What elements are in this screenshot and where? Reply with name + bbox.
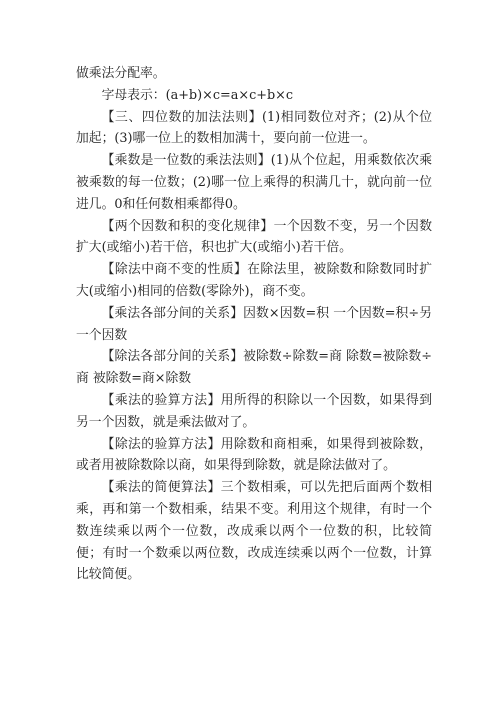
document-page [76, 63, 432, 586]
paragraph-multiplication-check: 【乘法的验算方法】用所得的积除以一个因数，如果得到另一个因数，就是乘法做对了。 [76, 392, 432, 430]
paragraph-division-relations: 【除法各部分间的关系】被除数÷除数=商 除数=被除数÷商 被除数=商×除数 [76, 349, 432, 387]
paragraph-multiplication-relations: 【乘法各部分间的关系】因数×因数=积 一个因数=积÷另一个因数 [76, 305, 432, 343]
paragraph-division-check: 【除法的验算方法】用除数和商相乘，如果得到被除数，或者用被除数除以商，如果得到除数，就是除法做对了。 [76, 436, 432, 474]
paragraph-quotient-invariance: 【除法中商不变的性质】在除法里，被除数和除数同时扩大(或缩小)相同的倍数(零除外)，商不变。 [76, 262, 432, 299]
paragraph-addition-rule: 【三、四位数的加法法则】(1)相同数位对齐；(2)从个位加起；(3)哪一位上的数相加满十，要向前一位进一。 [76, 109, 432, 147]
paragraph-continuation: 做乘法分配率。 [76, 66, 166, 81]
paragraph-formula: 字母表示：(a+b)×c=a×c+b×c [101, 87, 294, 103]
paragraph-factor-product-rule: 【两个因数和积的变化规律】一个因数不变，另一个因数扩大(或缩小)若干倍，积也扩大(或缩小)若干倍。 [76, 218, 432, 256]
paragraph-one-digit-multiplication-rule: 【乘数是一位数的乘法法则】(1)从个位起，用乘数依次乘被乘数的每一位数；(2)哪一位上乘得的积满几十，就向前一位进几。0和任何数相乘都得0。 [76, 153, 432, 212]
paragraph-multiplication-shortcut: 【乘法的简便算法】三个数相乘，可以先把后面两个数相乘，再和第一个数相乘，结果不变。利用这个规律，有时一个数连续乘以两个一位数，改成乘以两个一位数的积，比较简便；有时一个数乘以两位数，改成连续乘以两个一位数，计算比较简便。 [76, 480, 432, 583]
